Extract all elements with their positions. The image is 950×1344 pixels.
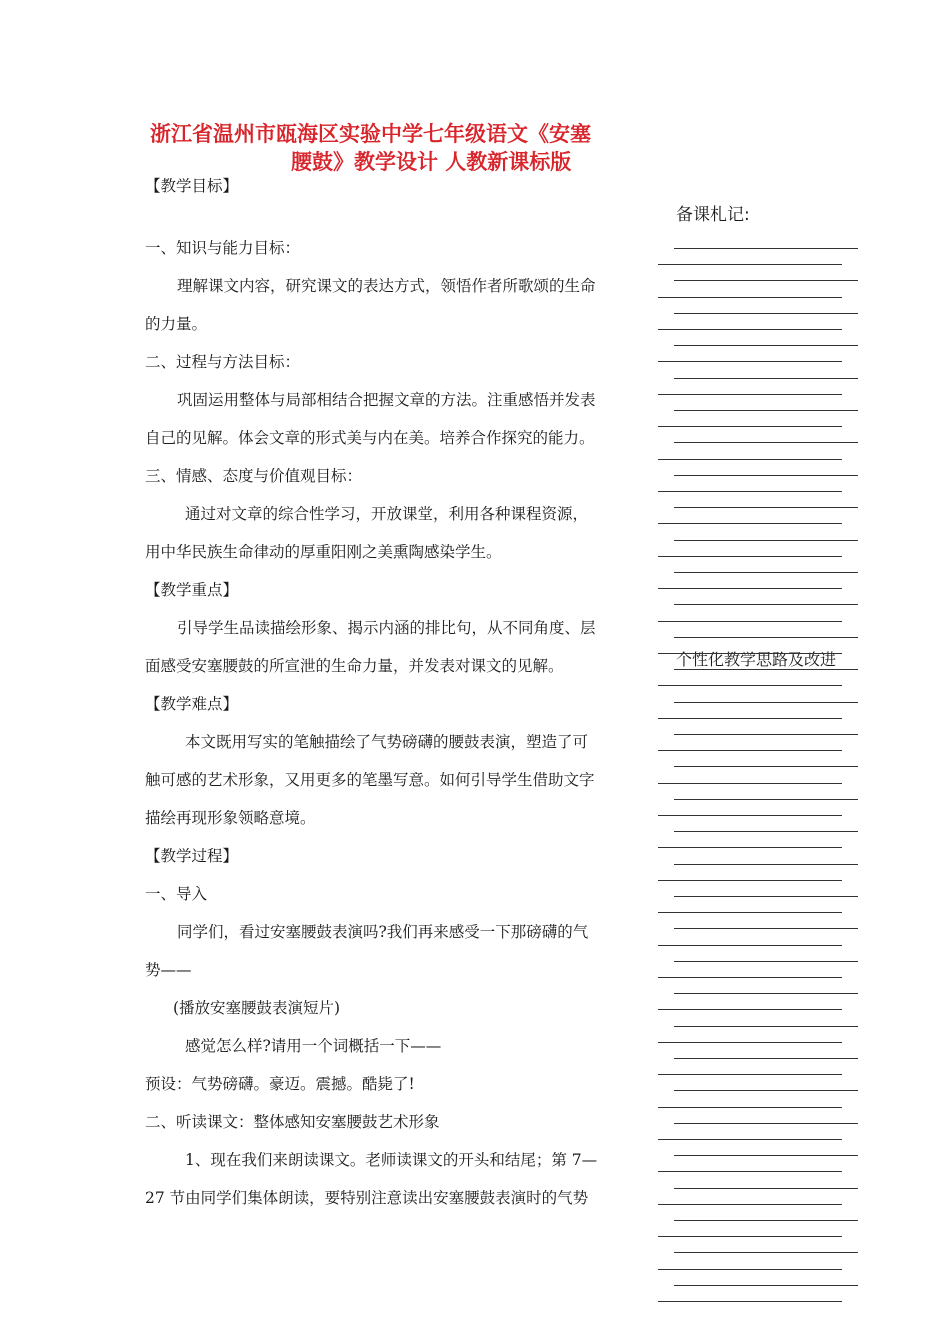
note-line [674, 1188, 858, 1189]
note-line [674, 864, 858, 865]
note-line [674, 734, 858, 735]
paragraph-line: (播放安塞腰鼓表演短片) [173, 999, 341, 1017]
paragraph-line: 预设：气势磅礴。豪迈。震撼。酷毙了! [145, 1075, 415, 1093]
note-line [674, 604, 858, 605]
note-line [658, 426, 842, 427]
note-line [674, 993, 858, 994]
sidebar-subtitle: 个性化教学思路及改进 [676, 650, 837, 669]
note-line [674, 1090, 858, 1091]
subheading-knowledge: 一、知识与能力目标： [145, 239, 301, 257]
paragraph-line: 本文既用写实的笔触描绘了气势磅礴的腰鼓表演，塑造了可 [185, 733, 589, 751]
note-line [658, 847, 842, 848]
title-line-2: 腰鼓》教学设计 人教新课标版 [291, 150, 572, 174]
subheading-listen-read: 二、听读课文：整体感知安塞腰鼓艺术形象 [145, 1113, 440, 1131]
note-line [674, 1285, 858, 1286]
paragraph-line: 势—— [145, 961, 192, 979]
section-heading-objectives: 【教学目标】 [145, 177, 239, 195]
note-line [658, 1042, 842, 1043]
note-line [658, 815, 842, 816]
paragraph-line: 1、现在我们来朗读课文。老师读课文的开头和结尾；第 7— [185, 1151, 598, 1169]
paragraph-line: 的力量。 [145, 315, 208, 333]
note-line [658, 880, 842, 881]
note-line [674, 637, 858, 638]
note-line [658, 264, 842, 265]
note-line [658, 1009, 842, 1010]
note-line [658, 945, 842, 946]
note-line [674, 410, 858, 411]
paragraph-line: 感觉怎么样?请用一个词概括一下—— [185, 1037, 442, 1055]
note-line [658, 1269, 842, 1270]
document-title [150, 120, 630, 176]
note-line [674, 313, 858, 314]
section-heading-key-points: 【教学重点】 [145, 581, 239, 599]
note-line [674, 928, 858, 929]
paragraph-line: 触可感的艺术形象，又用更多的笔墨写意。如何引导学生借助文字 [145, 771, 595, 789]
sidebar-title: 备课札记: [676, 205, 750, 225]
note-line [674, 572, 858, 573]
paragraph-line: 面感受安塞腰鼓的所宣泄的生命力量，并发表对课文的见解。 [145, 657, 564, 675]
note-line [658, 912, 842, 913]
note-line [658, 394, 842, 395]
note-line [658, 329, 842, 330]
note-line [658, 718, 842, 719]
note-line [674, 442, 858, 443]
note-line [674, 1252, 858, 1253]
document-body [145, 174, 633, 1224]
note-line [674, 345, 858, 346]
note-line [674, 1058, 858, 1059]
subheading-attitude: 三、情感、态度与价值观目标： [145, 467, 363, 485]
paragraph-line: 27 节由同学们集体朗读，要特别注意读出安塞腰鼓表演时的气势 [145, 1189, 589, 1207]
note-line [658, 459, 842, 460]
subheading-intro: 一、导入 [145, 885, 208, 903]
note-line [658, 361, 842, 362]
note-line [674, 961, 858, 962]
note-line [658, 1171, 842, 1172]
section-heading-process: 【教学过程】 [145, 847, 239, 865]
note-line [674, 378, 858, 379]
note-line [674, 766, 858, 767]
subheading-process: 二、过程与方法目标： [145, 353, 301, 371]
note-line [674, 248, 858, 249]
title-line-1: 浙江省温州市瓯海区实验中学七年级语文《安塞 [150, 122, 591, 146]
note-line [674, 1155, 858, 1156]
note-line [674, 540, 858, 541]
paragraph-line: 引导学生品读描绘形象、揭示内涵的排比句，从不同角度、层 [177, 619, 596, 637]
note-line [674, 831, 858, 832]
note-line [658, 1301, 842, 1302]
note-line [658, 977, 842, 978]
note-line [658, 297, 842, 298]
note-line [658, 588, 842, 589]
note-line [658, 1236, 842, 1237]
note-line [658, 523, 842, 524]
note-line [674, 280, 858, 281]
paragraph-line: 同学们，看过安塞腰鼓表演吗?我们再来感受一下那磅礴的气 [177, 923, 589, 941]
note-line [658, 1204, 842, 1205]
note-line [658, 556, 842, 557]
note-line [674, 1026, 858, 1027]
note-line [658, 491, 842, 492]
paragraph-line: 巩固运用整体与局部相结合把握文章的方法。注重感悟并发表 [177, 391, 596, 409]
note-line [674, 475, 858, 476]
section-heading-difficulties: 【教学难点】 [145, 695, 239, 713]
note-line [658, 750, 842, 751]
note-line [674, 507, 858, 508]
note-line [674, 896, 858, 897]
paragraph-line: 理解课文内容，研究课文的表达方式，领悟作者所歌颂的生命 [177, 277, 596, 295]
paragraph-line: 通过对文章的综合性学习，开放课堂，利用各种课程资源， [185, 505, 589, 523]
note-line [658, 1139, 842, 1140]
note-line [658, 653, 842, 654]
note-line [674, 669, 858, 670]
note-line [658, 621, 842, 622]
note-line [658, 1074, 842, 1075]
note-line [658, 1107, 842, 1108]
paragraph-line: 用中华民族生命律动的厚重阳刚之美熏陶感染学生。 [145, 543, 502, 561]
note-line [674, 702, 858, 703]
note-line [674, 799, 858, 800]
note-line [658, 685, 842, 686]
paragraph-line: 描绘再现形象领略意境。 [145, 809, 316, 827]
note-line [674, 1220, 858, 1221]
note-line [658, 783, 842, 784]
paragraph-line: 自己的见解。体会文章的形式美与内在美。培养合作探究的能力。 [145, 429, 595, 447]
note-line [674, 1123, 858, 1124]
